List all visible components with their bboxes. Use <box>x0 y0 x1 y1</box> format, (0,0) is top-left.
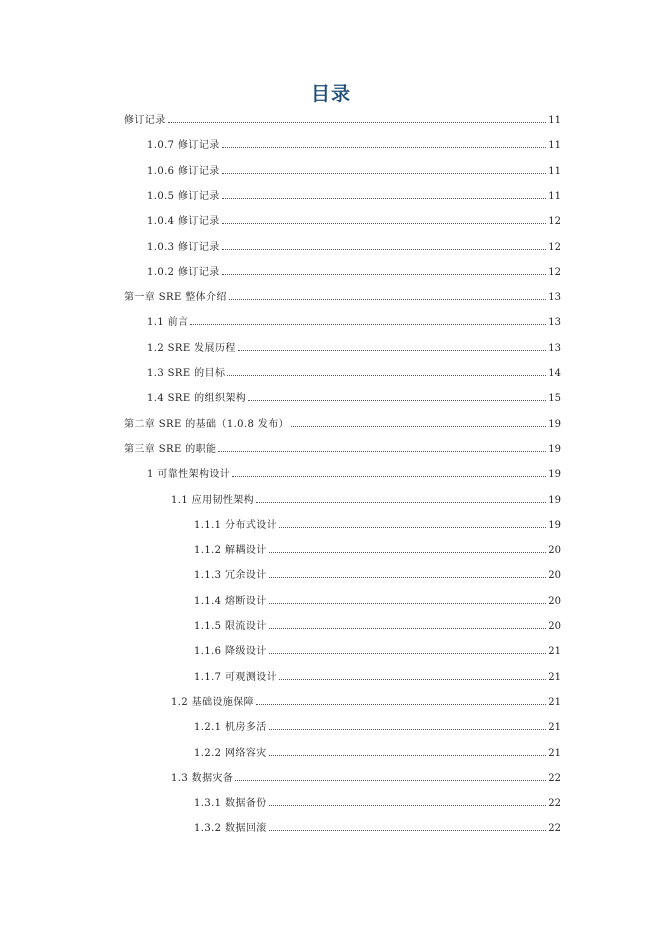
toc-entry[interactable] <box>124 416 561 434</box>
toc-entry-label: 1.2 SRE 发展历程 <box>147 342 236 354</box>
toc-entry[interactable] <box>147 365 561 383</box>
toc-entry-page: 21 <box>548 722 561 734</box>
toc-entry-label: 1.0.6 修订记录 <box>147 165 220 177</box>
toc-entry[interactable] <box>194 719 561 737</box>
toc-entry-page: 20 <box>548 621 561 632</box>
toc-entry-page: 19 <box>548 443 561 455</box>
toc-entry-label: 1.0.2 修订记录 <box>147 266 220 278</box>
toc-entry-page: 22 <box>548 823 561 835</box>
toc-entry[interactable] <box>194 517 561 535</box>
toc-leader <box>229 298 546 300</box>
toc-leader <box>222 273 547 275</box>
toc-entry-label: 1.1 应用韧性架构 <box>171 494 255 506</box>
toc-entry-page: 14 <box>548 368 561 379</box>
toc-leader <box>269 754 547 756</box>
toc-entry-label: 1.1.7 可观测设计 <box>194 671 278 683</box>
toc-entry-page: 13 <box>548 342 561 354</box>
toc-entry-label: 1.1.3 冗余设计 <box>194 570 267 582</box>
toc-leader <box>222 197 547 199</box>
toc-entry-page: 13 <box>548 292 561 304</box>
toc-entry-label: 1.1 前言 <box>147 317 189 329</box>
toc-entry[interactable] <box>147 213 561 231</box>
toc-entry[interactable] <box>194 745 561 763</box>
toc-entry-label: 1.1.1 分布式设计 <box>194 519 278 531</box>
toc-entry[interactable] <box>194 820 561 838</box>
toc-entry[interactable] <box>194 669 561 687</box>
toc-entry-page: 11 <box>548 190 561 202</box>
toc-entry-label: 1.2 基础设施保障 <box>171 696 255 708</box>
toc-entry-page: 22 <box>548 772 561 784</box>
toc-leader <box>168 121 547 123</box>
toc-leader <box>269 804 547 806</box>
toc-entry-page: 22 <box>548 798 561 810</box>
toc-entry-page: 20 <box>548 570 561 582</box>
toc-leader <box>269 728 547 730</box>
toc-entry-page: 11 <box>548 140 561 152</box>
toc-entry[interactable] <box>194 618 561 636</box>
toc-entry-label: 1.3.2 数据回滚 <box>194 823 267 835</box>
toc-entry[interactable] <box>124 289 561 307</box>
toc-entry-page: 21 <box>548 671 561 683</box>
toc-entry-label: 1.2.2 网络容灾 <box>194 747 267 759</box>
toc-entry-label: 第二章 SRE 的基础（1.0.8 发布） <box>124 418 290 430</box>
toc-entry[interactable] <box>147 314 561 332</box>
toc-leader <box>222 146 547 148</box>
toc-entry[interactable] <box>147 137 561 155</box>
toc-entry[interactable] <box>147 390 561 408</box>
toc-leader <box>269 602 547 604</box>
toc-entry-label: 1.1.6 降级设计 <box>194 646 267 658</box>
toc-leader <box>279 678 546 680</box>
toc-entry-page: 19 <box>548 418 561 430</box>
toc-entry-label: 1.0.5 修订记录 <box>147 190 220 202</box>
toc-leader <box>190 323 546 325</box>
toc-entry-page: 15 <box>548 393 561 405</box>
toc-entry[interactable] <box>124 112 561 130</box>
toc-leader <box>222 248 547 250</box>
toc-entry-page: 13 <box>548 317 561 329</box>
toc-entry-page: 12 <box>548 241 561 253</box>
toc-entry-page: 21 <box>548 696 561 708</box>
toc-entry-label: 1.0.4 修订记录 <box>147 216 220 228</box>
toc-entry[interactable] <box>147 466 561 484</box>
toc-leader <box>218 450 546 452</box>
toc-entry[interactable] <box>147 239 561 257</box>
toc-entry-page: 19 <box>548 494 561 506</box>
toc-leader <box>256 501 546 503</box>
toc-entry-page: 21 <box>548 747 561 759</box>
toc-leader <box>248 399 546 401</box>
toc-entry-label: 1.0.7 修订记录 <box>147 140 220 152</box>
toc-entry[interactable] <box>171 492 561 510</box>
toc-leader <box>269 652 547 654</box>
toc-entry-label: 1.0.3 修订记录 <box>147 241 220 253</box>
toc-entry[interactable] <box>171 770 561 788</box>
toc-leader <box>291 425 546 427</box>
toc-entry-page: 20 <box>548 545 561 557</box>
toc-leader <box>269 829 547 831</box>
toc-leader <box>238 349 547 351</box>
toc-entry-label: 1.1.5 限流设计 <box>194 621 267 632</box>
toc-title: 目录 <box>310 83 351 105</box>
toc-leader <box>235 779 546 781</box>
toc-entry-page: 19 <box>548 469 561 481</box>
toc-entry-label: 1 可靠性架构设计 <box>147 469 231 481</box>
toc-entry-label: 1.1.4 熔断设计 <box>194 595 267 607</box>
toc-leader <box>232 475 546 477</box>
toc-entry-page: 21 <box>548 646 561 658</box>
toc-entry-label: 第一章 SRE 整体介绍 <box>124 292 227 304</box>
toc-entry-label: 1.3.1 数据备份 <box>194 798 267 810</box>
toc-entry[interactable] <box>194 542 561 560</box>
toc-entry[interactable] <box>147 264 561 282</box>
toc-entry[interactable] <box>194 593 561 611</box>
toc-entry[interactable] <box>171 694 561 712</box>
toc-leader <box>279 526 546 528</box>
toc-entry[interactable] <box>194 643 561 661</box>
toc-entry-label: 1.3 SRE 的目标 <box>147 368 226 379</box>
toc-entry-label: 1.4 SRE 的组织架构 <box>147 393 247 405</box>
toc-entry-label: 修订记录 <box>124 115 166 126</box>
toc-entry-label: 第三章 SRE 的职能 <box>124 443 217 455</box>
toc-leader <box>227 374 546 376</box>
toc-entry-page: 11 <box>548 115 561 126</box>
toc-entry-page: 20 <box>548 595 561 607</box>
toc-entry-page: 11 <box>548 165 561 177</box>
toc-entry-page: 12 <box>548 216 561 228</box>
toc-entry-label: 1.2.1 机房多活 <box>194 722 267 734</box>
toc-entry-label: 1.3 数据灾备 <box>171 772 234 784</box>
toc-entry[interactable] <box>147 163 561 181</box>
toc-entry-page: 12 <box>548 266 561 278</box>
toc-entry[interactable] <box>194 795 561 813</box>
toc-entry[interactable] <box>147 188 561 206</box>
toc-entry[interactable] <box>147 340 561 358</box>
toc-entry-label: 1.1.2 解耦设计 <box>194 545 267 557</box>
toc-leader <box>269 551 547 553</box>
toc-entry[interactable] <box>194 567 561 585</box>
toc-entry[interactable] <box>124 441 561 459</box>
toc-leader <box>269 627 547 629</box>
toc-leader <box>222 172 547 174</box>
toc-leader <box>222 222 547 224</box>
toc-leader <box>269 576 547 578</box>
toc-entry-page: 19 <box>548 519 561 531</box>
toc-leader <box>256 703 546 705</box>
